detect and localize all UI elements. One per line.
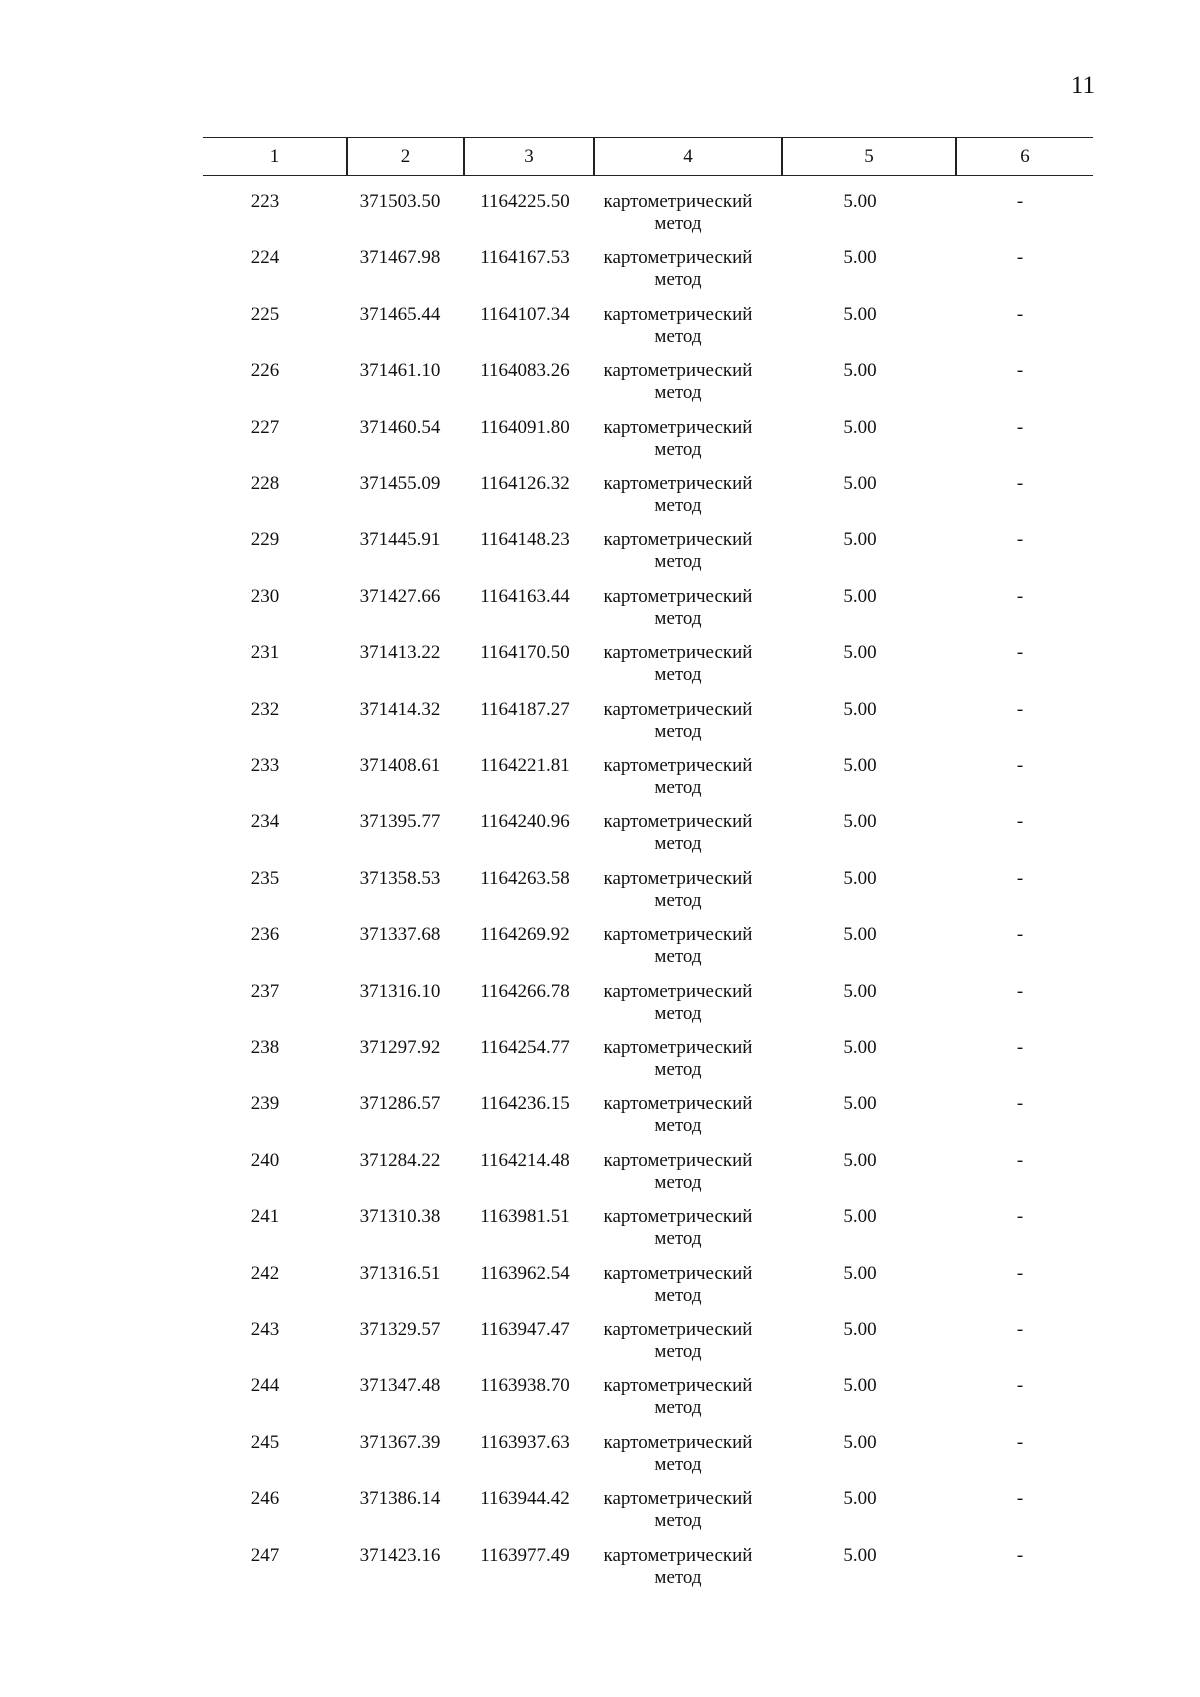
cell-coord-x: 371284.22 (359, 1149, 441, 1171)
table-row (0, 868, 1200, 924)
cell-coord-y: 1164187.27 (480, 698, 570, 720)
column-header-6: 6 (1020, 146, 1030, 167)
cell-note: - (1016, 642, 1024, 664)
cell-method: картометрический метод (603, 1037, 753, 1080)
cell-method: картометрический метод (603, 1488, 753, 1532)
cell-coord-y: 1163981.51 (480, 1206, 570, 1228)
table-row (0, 1150, 1200, 1206)
cell-accuracy: 5.00 (843, 529, 877, 551)
column-header-3: 3 (524, 146, 534, 167)
table-row (0, 1375, 1200, 1431)
cell-point-number: 228 (250, 473, 280, 494)
cell-point-number: 229 (250, 529, 280, 551)
cell-point-number: 223 (250, 191, 280, 212)
cell-coord-x: 371445.91 (359, 529, 441, 551)
cell-coord-y: 1164107.34 (480, 303, 570, 325)
cell-method: картометрический метод (603, 247, 753, 291)
cell-method: картометрический метод (603, 755, 753, 798)
table-row (0, 699, 1200, 755)
column-header-1: 1 (269, 146, 280, 167)
cell-coord-x: 371461.10 (359, 360, 441, 382)
cell-coord-x: 371455.09 (359, 473, 441, 494)
cell-point-number: 227 (250, 416, 280, 438)
cell-point-number: 245 (250, 1431, 280, 1453)
cell-method: картометрический метод (603, 473, 753, 516)
cell-coord-x: 371316.51 (359, 1262, 441, 1284)
cell-coord-y: 1163937.63 (480, 1431, 570, 1453)
cell-note: - (1016, 529, 1024, 551)
table-row (0, 1206, 1200, 1262)
cell-coord-y: 1164083.26 (480, 360, 570, 382)
cell-point-number: 240 (250, 1149, 280, 1171)
cell-note: - (1016, 755, 1024, 776)
table-header (203, 137, 1093, 176)
cell-accuracy: 5.00 (843, 247, 877, 269)
cell-accuracy: 5.00 (843, 980, 877, 1002)
cell-note: - (1016, 1544, 1024, 1566)
cell-point-number: 242 (250, 1262, 280, 1284)
cell-method: картометрический метод (603, 1544, 753, 1588)
cell-accuracy: 5.00 (843, 360, 877, 382)
cell-coord-y: 1164170.50 (480, 642, 570, 664)
cell-method: картометрический метод (603, 585, 753, 629)
cell-note: - (1016, 303, 1024, 325)
table-row (0, 981, 1200, 1037)
cell-note: - (1016, 191, 1024, 212)
cell-coord-x: 371465.44 (359, 303, 441, 325)
cell-coord-y: 1164167.53 (480, 247, 570, 269)
table-row (0, 473, 1200, 529)
table-row (0, 586, 1200, 642)
cell-accuracy: 5.00 (843, 416, 877, 438)
cell-accuracy: 5.00 (843, 1431, 877, 1453)
column-header-5: 5 (864, 146, 874, 167)
cell-coord-x: 371460.54 (359, 416, 441, 438)
cell-coord-x: 371286.57 (359, 1093, 441, 1115)
cell-accuracy: 5.00 (843, 1375, 877, 1397)
cell-point-number: 243 (250, 1319, 280, 1340)
cell-note: - (1016, 416, 1024, 438)
cell-coord-y: 1164148.23 (480, 529, 570, 551)
cell-accuracy: 5.00 (843, 1093, 877, 1115)
cell-point-number: 246 (250, 1488, 280, 1510)
cell-note: - (1016, 1262, 1024, 1284)
column-header-4: 4 (683, 146, 693, 167)
cell-method: картометрический метод (603, 1319, 753, 1362)
cell-note: - (1016, 811, 1024, 833)
cell-point-number: 239 (250, 1093, 280, 1115)
cell-accuracy: 5.00 (843, 1488, 877, 1510)
cell-point-number: 233 (250, 755, 280, 776)
cell-method: картометрический метод (603, 1149, 753, 1193)
cell-point-number: 238 (250, 1037, 280, 1058)
column-header-2: 2 (400, 146, 411, 167)
cell-note: - (1016, 473, 1024, 494)
cell-coord-x: 371423.16 (359, 1544, 441, 1566)
cell-coord-y: 1164225.50 (480, 191, 570, 212)
cell-note: - (1016, 1431, 1024, 1453)
cell-note: - (1016, 1149, 1024, 1171)
cell-note: - (1016, 1206, 1024, 1228)
cell-note: - (1016, 980, 1024, 1002)
cell-coord-x: 371427.66 (359, 585, 441, 607)
cell-coord-x: 371467.98 (359, 247, 441, 269)
cell-method: картометрический метод (603, 698, 753, 742)
cell-accuracy: 5.00 (843, 1037, 877, 1058)
cell-note: - (1016, 924, 1024, 946)
cell-coord-y: 1164091.80 (480, 416, 570, 438)
cell-coord-x: 371347.48 (359, 1375, 441, 1397)
cell-coord-x: 371337.68 (359, 924, 441, 946)
cell-coord-y: 1164254.77 (480, 1037, 570, 1058)
cell-coord-x: 371395.77 (359, 811, 441, 833)
cell-method: картометрический метод (603, 924, 753, 968)
cell-method: картометрический метод (603, 1262, 753, 1306)
table-row (0, 1263, 1200, 1319)
cell-method: картометрический метод (603, 416, 753, 460)
cell-coord-x: 371297.92 (359, 1037, 441, 1058)
cell-accuracy: 5.00 (843, 698, 877, 720)
cell-accuracy: 5.00 (843, 1206, 877, 1228)
cell-point-number: 237 (250, 980, 280, 1002)
cell-point-number: 247 (250, 1544, 280, 1566)
cell-note: - (1016, 1093, 1024, 1115)
cell-coord-y: 1164263.58 (480, 867, 570, 889)
table-row (0, 924, 1200, 980)
table-row (0, 755, 1200, 811)
cell-note: - (1016, 247, 1024, 269)
cell-coord-x: 371316.10 (359, 980, 441, 1002)
page-number: 11 (1070, 72, 1095, 99)
cell-method: картометрический метод (603, 811, 753, 855)
cell-point-number: 234 (250, 811, 280, 833)
cell-coord-x: 371358.53 (359, 867, 441, 889)
table-row (0, 247, 1200, 303)
table-row (0, 304, 1200, 360)
table-row (0, 1432, 1200, 1488)
cell-accuracy: 5.00 (843, 867, 877, 889)
cell-note: - (1016, 1375, 1024, 1397)
cell-coord-y: 1163947.47 (480, 1319, 570, 1340)
table-row (0, 1488, 1200, 1544)
cell-coord-x: 371367.39 (359, 1431, 441, 1453)
table-row (0, 191, 1200, 247)
cell-point-number: 231 (250, 642, 280, 664)
cell-coord-y: 1164269.92 (480, 924, 570, 946)
cell-coord-y: 1164163.44 (480, 585, 570, 607)
cell-note: - (1016, 1319, 1024, 1340)
cell-method: картометрический метод (603, 1206, 753, 1250)
cell-note: - (1016, 698, 1024, 720)
cell-method: картометрический метод (603, 1431, 753, 1475)
cell-point-number: 230 (250, 585, 280, 607)
cell-method: картометрический метод (603, 1093, 753, 1137)
cell-point-number: 236 (250, 924, 280, 946)
cell-accuracy: 5.00 (843, 473, 877, 494)
cell-point-number: 225 (250, 303, 280, 325)
cell-coord-x: 371310.38 (359, 1206, 441, 1228)
cell-accuracy: 5.00 (843, 1319, 877, 1340)
table-row (0, 417, 1200, 473)
cell-coord-x: 371414.32 (359, 698, 441, 720)
cell-coord-y: 1164214.48 (480, 1149, 570, 1171)
table-row (0, 642, 1200, 698)
cell-method: картометрический метод (603, 529, 753, 573)
cell-accuracy: 5.00 (843, 1149, 877, 1171)
cell-coord-y: 1164240.96 (480, 811, 570, 833)
cell-method: картометрический метод (603, 642, 753, 686)
cell-coord-x: 371408.61 (359, 755, 441, 776)
cell-accuracy: 5.00 (843, 585, 877, 607)
cell-point-number: 224 (250, 247, 280, 269)
cell-coord-x: 371413.22 (359, 642, 441, 664)
cell-coord-y: 1163944.42 (480, 1488, 570, 1510)
cell-note: - (1016, 360, 1024, 382)
cell-method: картометрический метод (603, 980, 753, 1024)
table-row (0, 1545, 1200, 1601)
table-row (0, 811, 1200, 867)
cell-coord-y: 1164266.78 (480, 980, 570, 1002)
cell-accuracy: 5.00 (843, 1544, 877, 1566)
cell-method: картометрический метод (603, 1375, 753, 1419)
cell-coord-y: 1163962.54 (480, 1262, 570, 1284)
cell-coord-x: 371503.50 (359, 191, 441, 212)
cell-method: картометрический метод (603, 867, 753, 911)
cell-coord-y: 1164221.81 (480, 755, 570, 776)
cell-point-number: 226 (250, 360, 280, 382)
cell-coord-x: 371386.14 (359, 1488, 441, 1510)
table-row (0, 1037, 1200, 1093)
cell-accuracy: 5.00 (843, 924, 877, 946)
cell-accuracy: 5.00 (843, 642, 877, 664)
cell-note: - (1016, 585, 1024, 607)
cell-coord-y: 1164126.32 (480, 473, 570, 494)
cell-note: - (1016, 1037, 1024, 1058)
cell-coord-x: 371329.57 (359, 1319, 441, 1340)
cell-accuracy: 5.00 (843, 755, 877, 776)
cell-note: - (1016, 867, 1024, 889)
table-row (0, 1319, 1200, 1375)
cell-accuracy: 5.00 (843, 191, 877, 212)
table-row (0, 1093, 1200, 1149)
cell-note: - (1016, 1488, 1024, 1510)
cell-point-number: 244 (250, 1375, 280, 1397)
cell-coord-y: 1163938.70 (480, 1375, 570, 1397)
cell-method: картометрический метод (603, 303, 753, 347)
cell-accuracy: 5.00 (843, 811, 877, 833)
table-row (0, 529, 1200, 585)
cell-point-number: 232 (250, 698, 280, 720)
cell-accuracy: 5.00 (843, 303, 877, 325)
cell-coord-y: 1164236.15 (480, 1093, 570, 1115)
cell-accuracy: 5.00 (843, 1262, 877, 1284)
cell-coord-y: 1163977.49 (480, 1544, 570, 1566)
cell-method: картометрический метод (603, 360, 753, 404)
cell-point-number: 241 (250, 1206, 280, 1228)
cell-point-number: 235 (250, 867, 280, 889)
table-row (0, 360, 1200, 416)
cell-method: картометрический метод (603, 191, 753, 234)
